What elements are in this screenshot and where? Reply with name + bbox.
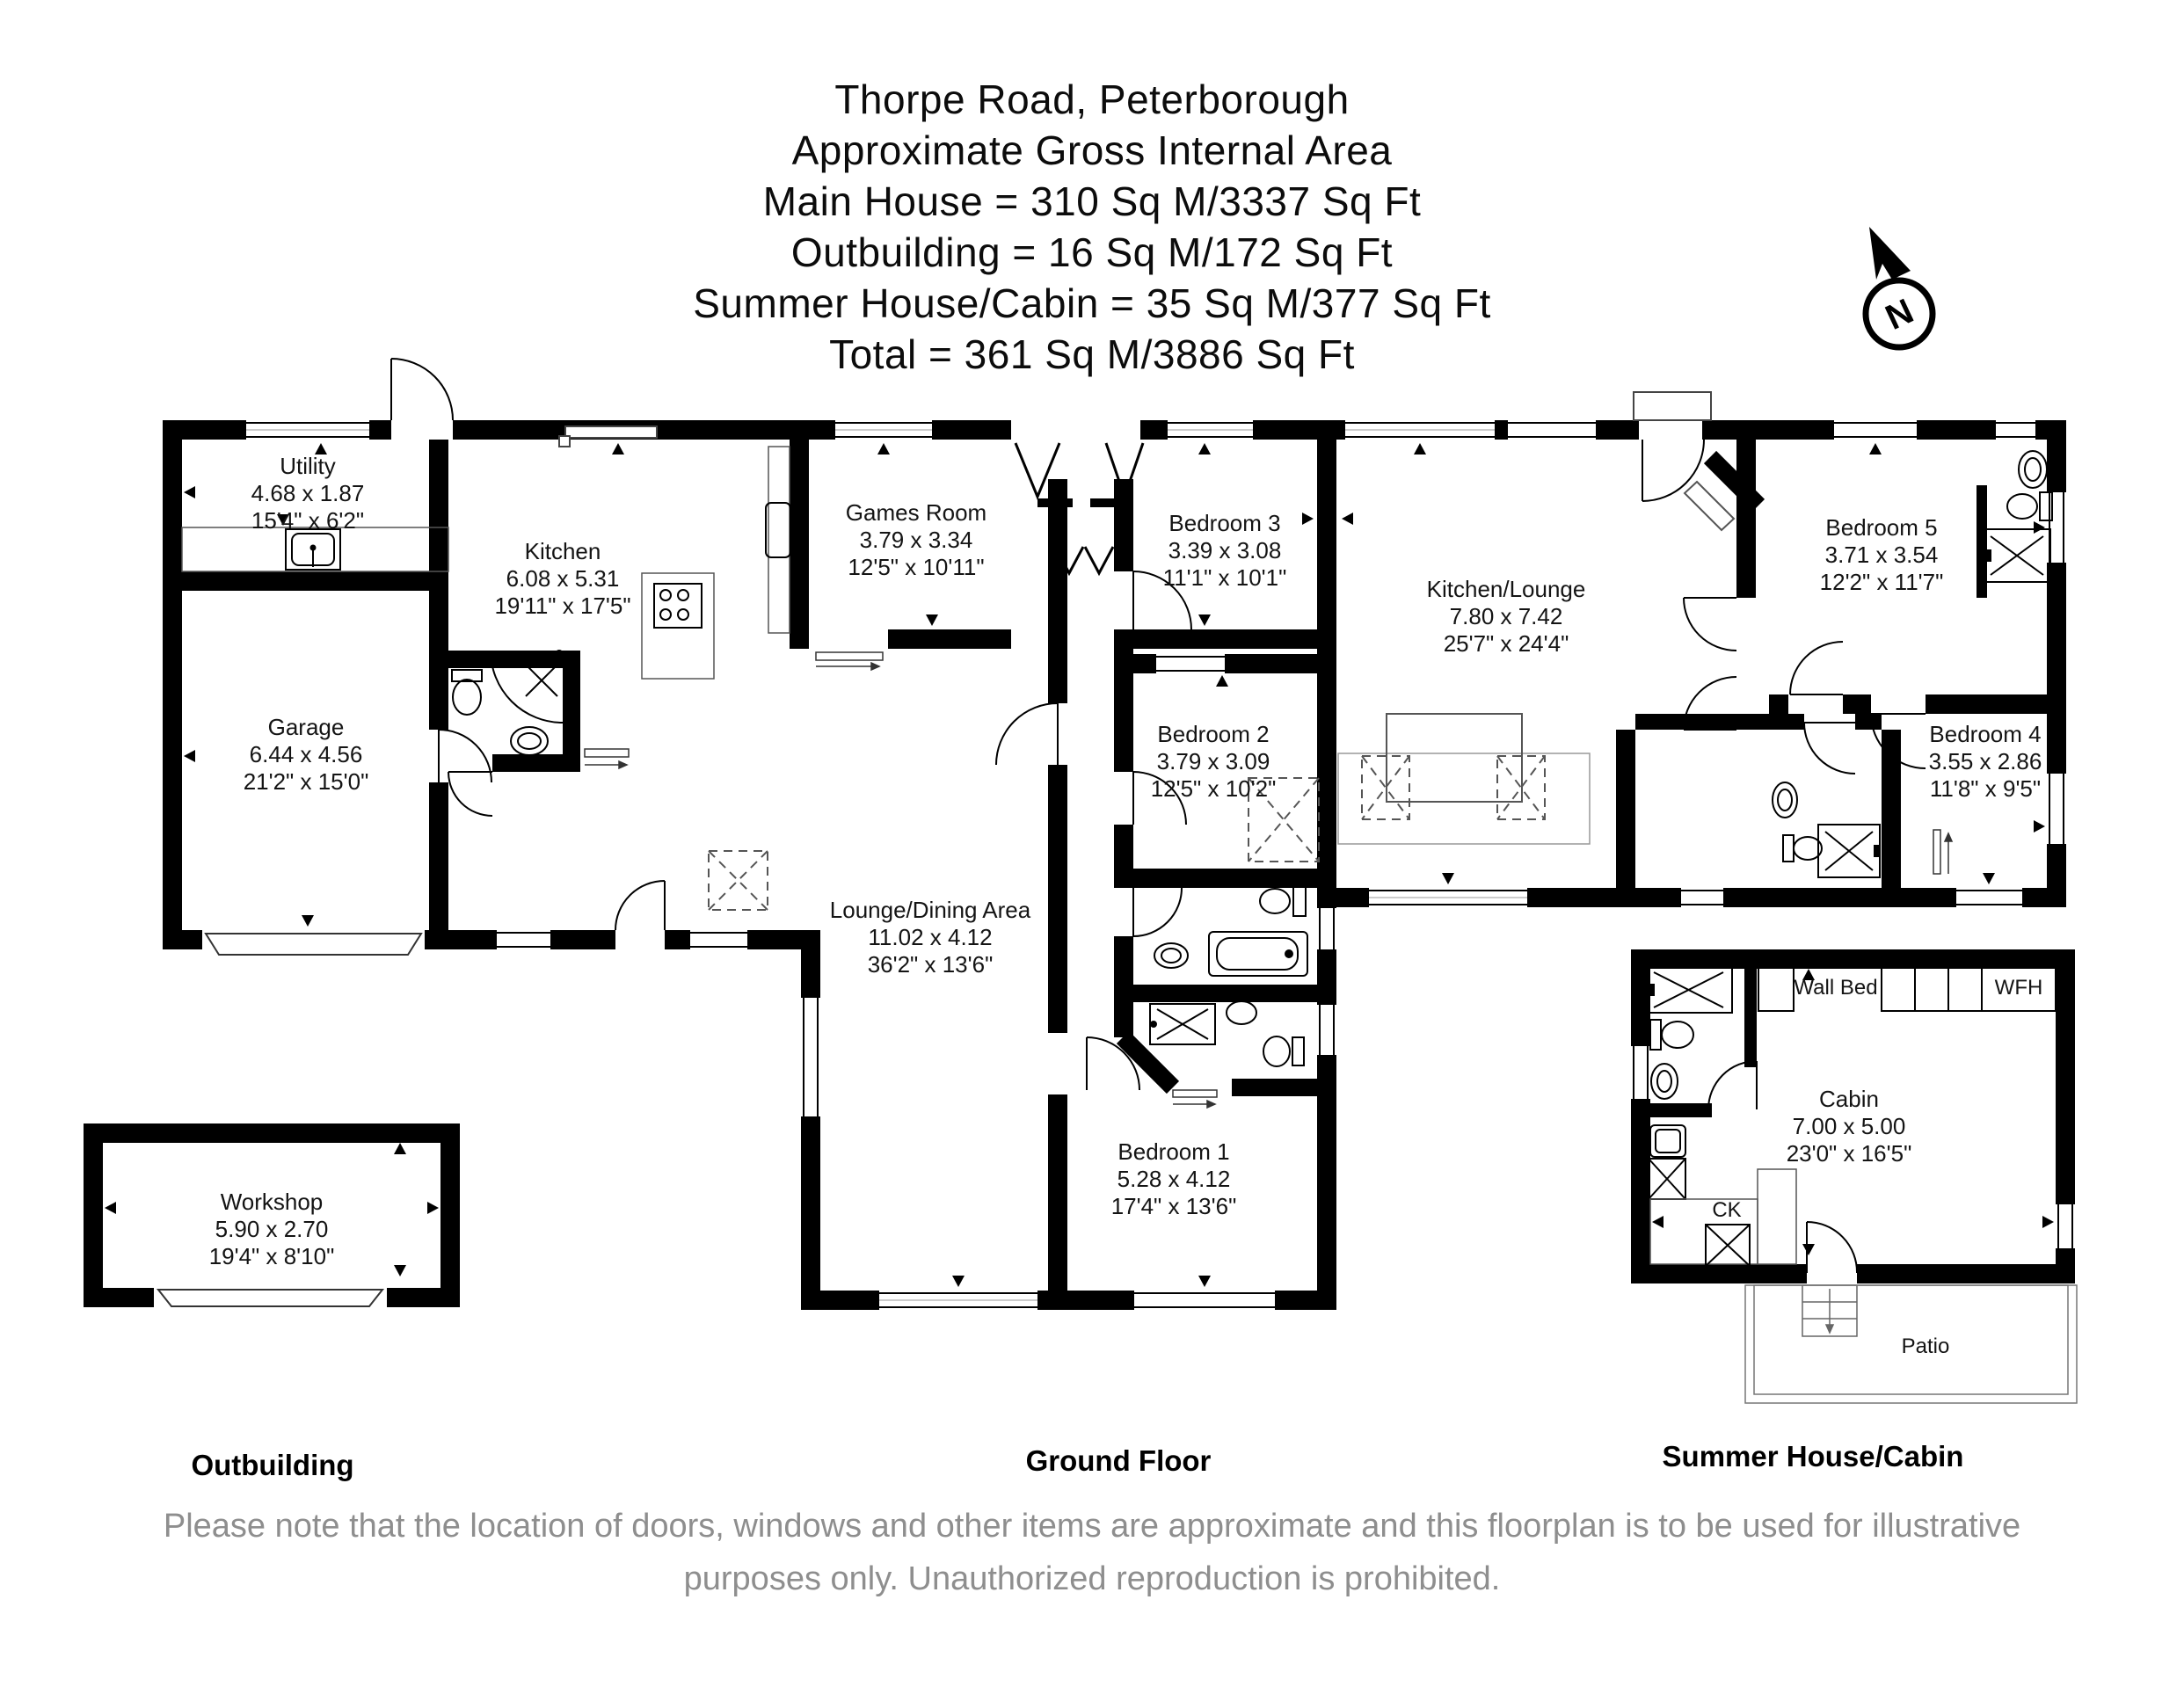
kitchenette bbox=[1649, 1125, 1796, 1266]
title-line: Summer House/Cabin = 35 Sq M/377 Sq Ft bbox=[693, 280, 1491, 326]
room-label-garage: Garage 6.44 x 4.56 21'2" x 15'0" bbox=[243, 714, 369, 795]
toilet-icon bbox=[1783, 835, 1794, 862]
cabin-building bbox=[1631, 949, 2077, 1403]
rooflight-icon bbox=[709, 851, 768, 910]
wfh-label: WFH bbox=[1994, 976, 2043, 1000]
sink-icon bbox=[511, 727, 548, 755]
title-line: Approximate Gross Internal Area bbox=[791, 127, 1393, 173]
wall-bed-label: Wall Bed bbox=[1794, 976, 1878, 1000]
table-outline bbox=[1387, 714, 1522, 802]
compass-n-label: N bbox=[1880, 291, 1919, 338]
section-label-ground-floor: Ground Floor bbox=[1025, 1444, 1212, 1477]
sink-icon bbox=[1154, 943, 1188, 968]
room-label-bedroom-5: Bedroom 5 3.71 x 3.54 12'2" x 11'7" bbox=[1819, 514, 1944, 595]
kitchen-sink-icon bbox=[766, 503, 790, 557]
room-label-kitchen: Kitchen 6.08 x 5.31 19'11" x 17'5" bbox=[494, 538, 631, 619]
title-line: Total = 361 Sq M/3886 Sq Ft bbox=[829, 331, 1355, 377]
ensuite-fixtures bbox=[1150, 1001, 1304, 1066]
room-label-utility: Utility 4.68 x 1.87 15'4" x 6'2" bbox=[251, 453, 365, 534]
toilet-icon bbox=[1650, 1020, 1661, 1050]
room-label-workshop: Workshop 5.90 x 2.70 19'4" x 8'10" bbox=[208, 1189, 335, 1269]
bed5-ensuite-fixtures bbox=[1984, 451, 2052, 582]
tall-unit bbox=[1758, 1169, 1796, 1264]
kitchen-counter bbox=[768, 447, 790, 633]
garage-door bbox=[206, 934, 421, 955]
ck-label: CK bbox=[1712, 1198, 1742, 1222]
sink-icon bbox=[2019, 451, 2047, 488]
hob-icon bbox=[654, 584, 702, 628]
floor-area-outline bbox=[1338, 753, 1590, 844]
title-line: Thorpe Road, Peterborough bbox=[834, 76, 1350, 122]
room-label-kitchen-lounge: Kitchen/Lounge 7.80 x 7.42 25'7" x 24'4" bbox=[1426, 576, 1586, 657]
room-label-bedroom-1: Bedroom 1 5.28 x 4.12 17'4" x 13'6" bbox=[1110, 1138, 1237, 1219]
title-line: Outbuilding = 16 Sq M/172 Sq Ft bbox=[790, 229, 1394, 275]
workshop-door bbox=[158, 1290, 382, 1306]
kitchen-island bbox=[642, 573, 714, 679]
sink-icon bbox=[1227, 1001, 1256, 1024]
sink-icon bbox=[1773, 782, 1797, 818]
room-label-cabin: Cabin 7.00 x 5.00 23'0" x 16'5" bbox=[1786, 1086, 1912, 1167]
furniture bbox=[1338, 714, 1590, 844]
patio-steps bbox=[1802, 1285, 1857, 1336]
patio-label: Patio bbox=[1901, 1334, 1950, 1358]
dimension-arrows bbox=[105, 443, 2054, 1287]
room-label-bedroom-3: Bedroom 3 3.39 x 3.08 11'1" x 10'1" bbox=[1162, 510, 1287, 591]
toilet-icon bbox=[1292, 1037, 1304, 1065]
room-label-bedroom-4: Bedroom 4 3.55 x 2.86 11'8" x 9'5" bbox=[1928, 721, 2042, 802]
section-label-summer-house: Summer House/Cabin bbox=[1662, 1440, 1964, 1472]
fireplace-hearth bbox=[1685, 482, 1734, 530]
disclaimer-text: Please note that the location of doors, windows and other items are approximate and this floorplan is to be used for illustrative purposes only. Unauthorized reproduction is prohibited. bbox=[163, 1508, 2021, 1597]
family-bathroom-fixtures bbox=[1154, 886, 1307, 976]
utility-sink-icon bbox=[286, 529, 340, 570]
sink-icon bbox=[1651, 1064, 1678, 1099]
title-line: Main House = 310 Sq M/3337 Sq Ft bbox=[762, 178, 1422, 224]
title-block bbox=[0, 74, 2184, 380]
room-label-games-room: Games Room 3.79 x 3.34 12'5" x 10'11" bbox=[845, 499, 987, 580]
shower-room-fixtures bbox=[1773, 782, 1880, 877]
room-label-bedroom-2: Bedroom 2 3.79 x 3.09 12'5" x 10'2" bbox=[1150, 721, 1277, 802]
room-label-lounge-dining: Lounge/Dining Area 11.02 x 4.12 36'2" x 13'6" bbox=[829, 897, 1031, 978]
toilet-icon bbox=[1293, 886, 1306, 916]
section-label-outbuilding: Outbuilding bbox=[191, 1449, 354, 1481]
